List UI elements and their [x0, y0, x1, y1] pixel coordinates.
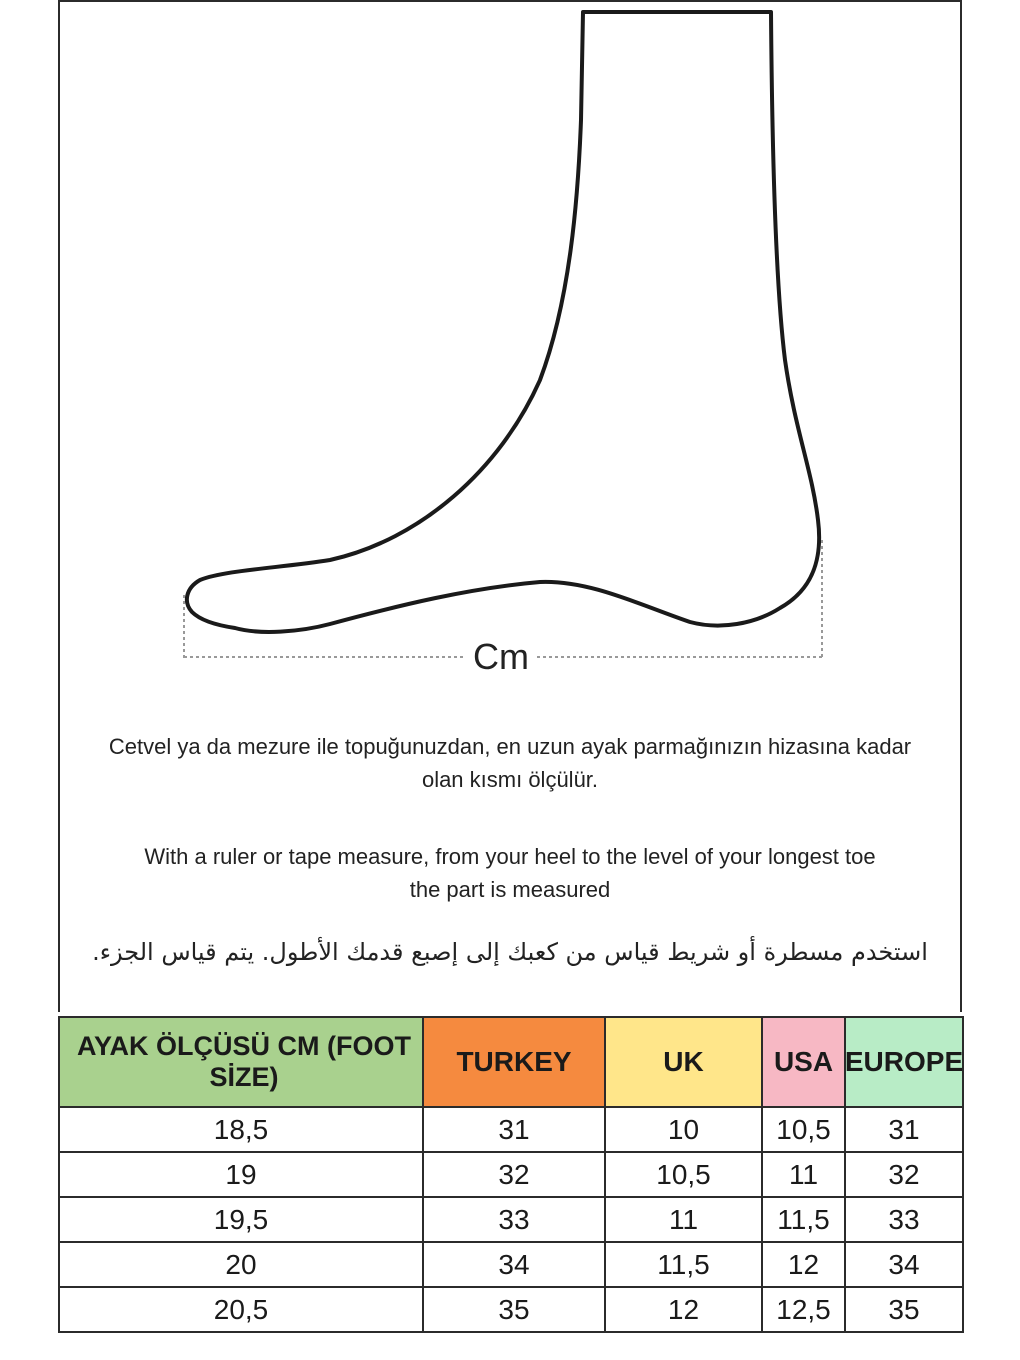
- cell-usa: 12,5: [762, 1287, 845, 1332]
- cell-europe: 31: [845, 1107, 963, 1152]
- cell-europe: 33: [845, 1197, 963, 1242]
- header-turkey: TURKEY: [423, 1017, 605, 1107]
- cell-foot-cm: 18,5: [59, 1107, 423, 1152]
- cell-usa: 12: [762, 1242, 845, 1287]
- cell-usa: 10,5: [762, 1107, 845, 1152]
- cell-foot-cm: 20: [59, 1242, 423, 1287]
- foot-outline: [187, 12, 819, 632]
- cell-foot-cm: 19,5: [59, 1197, 423, 1242]
- cell-foot-cm: 20,5: [59, 1287, 423, 1332]
- instruction-turkish-line2: olan kısmı ölçülür.: [421, 767, 599, 792]
- table-row: [59, 1197, 963, 1242]
- cell-uk: 11,5: [605, 1242, 762, 1287]
- instruction-turkish-line1: Cetvel ya da mezure ile topuğunuzdan, en uzun ayak parmağınızın hizasına kadar: [108, 734, 912, 759]
- cell-turkey: 33: [423, 1197, 605, 1242]
- table-row: [59, 1242, 963, 1287]
- header-usa: USA: [762, 1017, 845, 1107]
- table-row: [59, 1152, 963, 1197]
- cell-turkey: 34: [423, 1242, 605, 1287]
- table-row: [59, 1287, 963, 1332]
- cell-foot-cm: 19: [59, 1152, 423, 1197]
- cell-usa: 11,5: [762, 1197, 845, 1242]
- size-conversion-table: [58, 1016, 964, 1333]
- instruction-english-line1: With a ruler or tape measure, from your heel to the level of your longest toe: [144, 844, 876, 869]
- cell-uk: 10: [605, 1107, 762, 1152]
- table-row: [59, 1107, 963, 1152]
- table-header-row: [59, 1017, 963, 1107]
- cell-turkey: 32: [423, 1152, 605, 1197]
- cell-europe: 34: [845, 1242, 963, 1287]
- cell-europe: 35: [845, 1287, 963, 1332]
- header-europe: EUROPE: [845, 1017, 963, 1107]
- instruction-arabic: استخدم مسطرة أو شريط قياس من كعبك إلى إصبع قدمك الأطول. يتم قياس الجزء.: [92, 938, 928, 966]
- cell-turkey: 31: [423, 1107, 605, 1152]
- cell-uk: 12: [605, 1287, 762, 1332]
- cell-turkey: 35: [423, 1287, 605, 1332]
- cell-uk: 11: [605, 1197, 762, 1242]
- cell-uk: 10,5: [605, 1152, 762, 1197]
- header-foot-size: AYAK ÖLÇÜSÜ CM (FOOT SİZE): [59, 1017, 423, 1107]
- cell-europe: 32: [845, 1152, 963, 1197]
- instruction-english: [60, 840, 960, 906]
- cell-usa: 11: [762, 1152, 845, 1197]
- header-uk: UK: [605, 1017, 762, 1107]
- instruction-english-line2: the part is measured: [409, 877, 611, 902]
- instruction-turkish: [60, 730, 960, 796]
- measure-unit-label: Cm: [473, 636, 529, 677]
